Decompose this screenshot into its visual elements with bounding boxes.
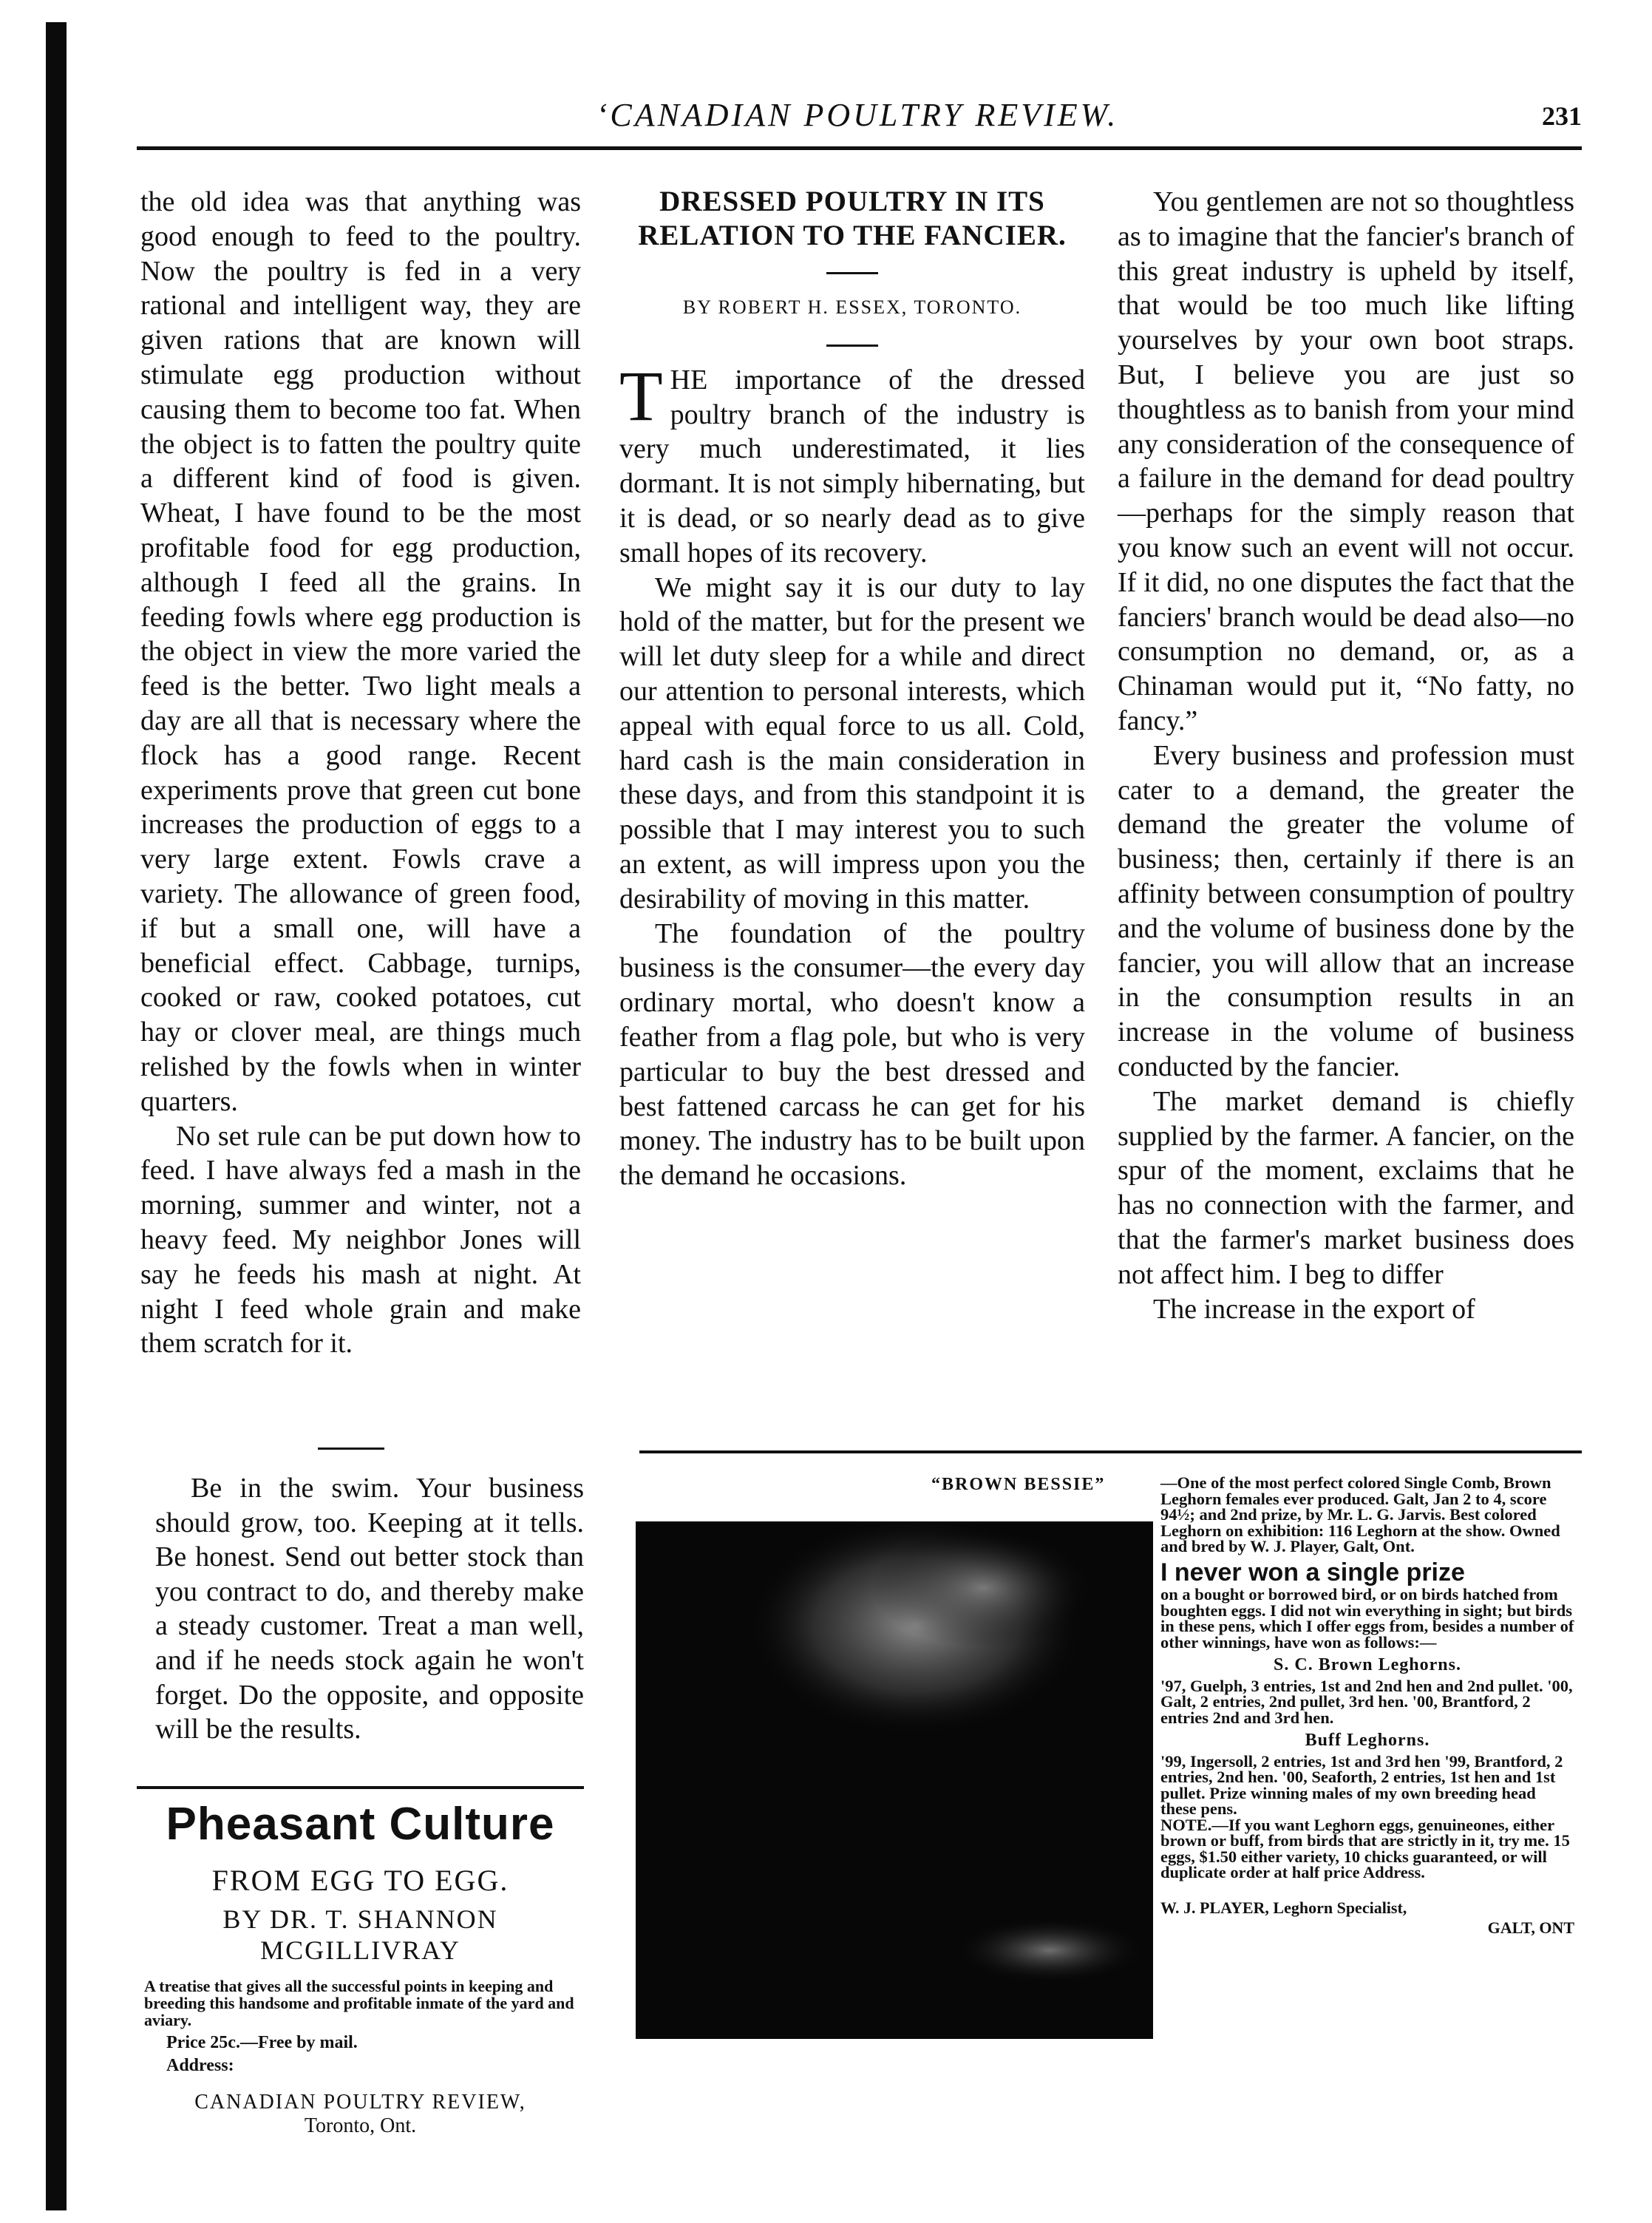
ad-address-label: Address:: [166, 2056, 234, 2075]
ad-note: NOTE.—If you want Leghorn eggs, genuineones, either brown or buff, from birds that are strictly in it, try me. 15 eggs, $1.50 either variety, 10 chicks guaranteed, or will duplicate order at half price Address.: [1160, 1815, 1570, 1881]
paragraph: The foundation of the poultry business is the consumer—the every day ordinary mortal, who doesn't know a feather from a flag pole, but who is very particular to buy the best dressed and best fattened carcass he can get for his money. The industry has to be built upon the demand he occasions.: [619, 917, 1085, 1192]
section-text-brown: '97, Guelph, 3 entries, 1st and 2nd hen and 2nd pullet. '00, Galt, 2 entries, 2nd pullet, 3rd hen. '00, Brantford, 2 entries 2nd and 3rd hen.: [1160, 1676, 1573, 1727]
drop-cap: T: [619, 356, 663, 435]
page-number: 231: [1542, 101, 1582, 131]
photo-label: “BROWN BESSIE”: [931, 1475, 1106, 1494]
article-byline: BY ROBERT H. ESSEX, TORONTO.: [682, 296, 1022, 318]
ad-intro: on a bought or borrowed bird, or on birds hatched from boughten eggs. I did not win everything in sight; but birds in these pens, which I offer eggs from, besides a number of other winnings, have won as follows:—: [1160, 1585, 1574, 1652]
photo-texture: [636, 1521, 1153, 2039]
paragraph: No set rule can be put down how to feed. I have always fed a mash in the morning, summer and winter, not a heavy feed. My neighbor Jones will say he feeds his mash at night. At night I feed whole grain and make them scratch for it.: [140, 1120, 581, 1360]
ad-publisher: CANADIAN POULTRY REVIEW,: [194, 2091, 526, 2114]
ad-signature: W. J. PLAYER, Leghorn Specialist,: [1160, 1898, 1407, 1917]
article-title: DRESSED POULTRY IN ITS RELATION TO THE FANCIER.: [638, 186, 1067, 251]
player-advertisement: [1160, 1475, 1574, 1936]
paragraph: the old idea was that anything was good enough to feed to the poultry. Now the poultry is fed in a very rational and intelligent way, they are given rations that are known will stimulate egg production without causing them to become too fat. When the object is to fatten the poultry quite a different kind of food is given. Wheat, I have found to be the most profitable food for egg production, although I feed all the grains. In feeding fowls where egg production is the object in view the more varied the feed is the better. Two light meals a day are all that is necessary where the flock has a good range. Recent experiments prove that green cut bone increases the production of eggs to a very large extent. Fowls crave a variety. The allowance of green food, if but a small one, will have a beneficial effect. Cabbage, turnips, cooked or raw, cooked potatoes, cut hay or clover meal, are things much relished by the fowls when in winter quarters.: [140, 186, 581, 1117]
ad-location: GALT, ONT: [1487, 1918, 1574, 1937]
ad-description: A treatise that gives all the successful points in keeping and breeding this handsome and profitable inmate of the yard and aviary.: [144, 1977, 574, 2029]
hen-photograph: [636, 1521, 1153, 2039]
paragraph: You gentlemen are not so thoughtless as to imagine that the fancier's branch of this great industry is upheld by itself, that would be too much like lifting yourselves by your own boot straps. But, I believe you are just so thoughtless as to banish from your mind any consideration of the consequence of a failure in the demand for dead poultry—perhaps for the simply reason that you know such an event will not occur. If it did, no one disputes the fact that the fanciers' branch would be dead also—no consumption no demand, or, as a Chinaman would put it, “No fatty, no fancy.”: [1118, 186, 1574, 736]
ad-heading: I never won a single prize: [1160, 1558, 1465, 1586]
ad-price: Price 25c.—Free by mail.: [166, 2033, 358, 2052]
column-1: [140, 185, 581, 1361]
ad-divider: [137, 1786, 584, 1789]
paragraph: The increase in the export of: [1153, 1293, 1475, 1325]
section-divider: [318, 1448, 384, 1450]
ad-author: BY DR. T. SHANNON MCGILLIVRAY: [222, 1904, 498, 1965]
paragraph: We might say it is our duty to lay hold of the matter, but for the present we will let duty sleep for a while and direct our attention to personal interests, which appeal with equal force to us all. Cold, hard cash is the main consideration in these days, and from this standpoint it is possible that I may interest you to such an extent, as will impress upon you the desirability of moving in this matter.: [619, 571, 1085, 914]
advice-paragraph: Be in the swim. Your business should grow, too. Keeping at it tells. Be honest. Send out better stock than you contract to do, and thereby make a steady customer. Treat a man well, and if he needs stock again he won't forget. Do the opposite, and opposite will be the results.: [155, 1473, 584, 1745]
column-3: [1118, 185, 1574, 1326]
header-rule: [137, 146, 1582, 150]
ad-headline: Pheasant Culture: [166, 1799, 555, 1850]
pheasant-culture-ad: [137, 1795, 584, 2138]
lead-text: HE importance of the dressed poultry branch of the industry is very much underestimated, it lies dormant. It is not simply hibernating, but it is dead, or so nearly dead as to give small hopes of its recovery.: [619, 364, 1085, 569]
ad-city: Toronto, Ont.: [304, 2114, 417, 2137]
title-divider: [826, 272, 878, 274]
section-divider: [639, 1450, 1582, 1453]
paragraph: The market demand is chiefly supplied by the farmer. A fancier, on the spur of the moment, exclaims that he has no connection with the farmer, and that the farmer's market business does not affect him. I beg to differ: [1118, 1085, 1574, 1290]
ad-subhead: FROM EGG TO EGG.: [211, 1864, 509, 1897]
section-title-buff: Buff Leghorns.: [1305, 1731, 1430, 1750]
photo-caption: —One of the most perfect colored Single Comb, Brown Leghorn females ever produced. Galt, Jan 2 to 4, score 94½; and 2nd prize, by Mr. L. G. Jarvis. Best colored Leghorn on exhibition: 116 Leghorn at the show. Owned and bred by W. J. Player, Galt, Ont.: [1160, 1473, 1560, 1555]
page-header: [133, 96, 1582, 140]
section-title-brown: S. C. Brown Leghorns.: [1274, 1655, 1461, 1674]
byline-divider: [826, 345, 878, 347]
running-title: ‘CANADIAN POULTRY REVIEW.: [596, 97, 1119, 133]
page-spine-shadow: [46, 22, 67, 2210]
section-text-buff: '99, Ingersoll, 2 entries, 1st and 3rd hen '99, Brantford, 2 entries, 2nd hen. '00, Seaforth, 2 entries, 1st hen and 1st pullet. Prize winning males of my own breeding head these pens.: [1160, 1751, 1563, 1818]
paragraph: Every business and profession must cater to a demand, the greater the demand the greater the volume of business; then, certainly if there is an affinity between consumption of poultry and the volume of business done by the fancier, you will allow that an increase in the consumption results in an increase in the volume of business conducted by the fancier.: [1118, 739, 1574, 1082]
lead-paragraph: [619, 356, 1085, 571]
column-2: [619, 185, 1085, 1193]
